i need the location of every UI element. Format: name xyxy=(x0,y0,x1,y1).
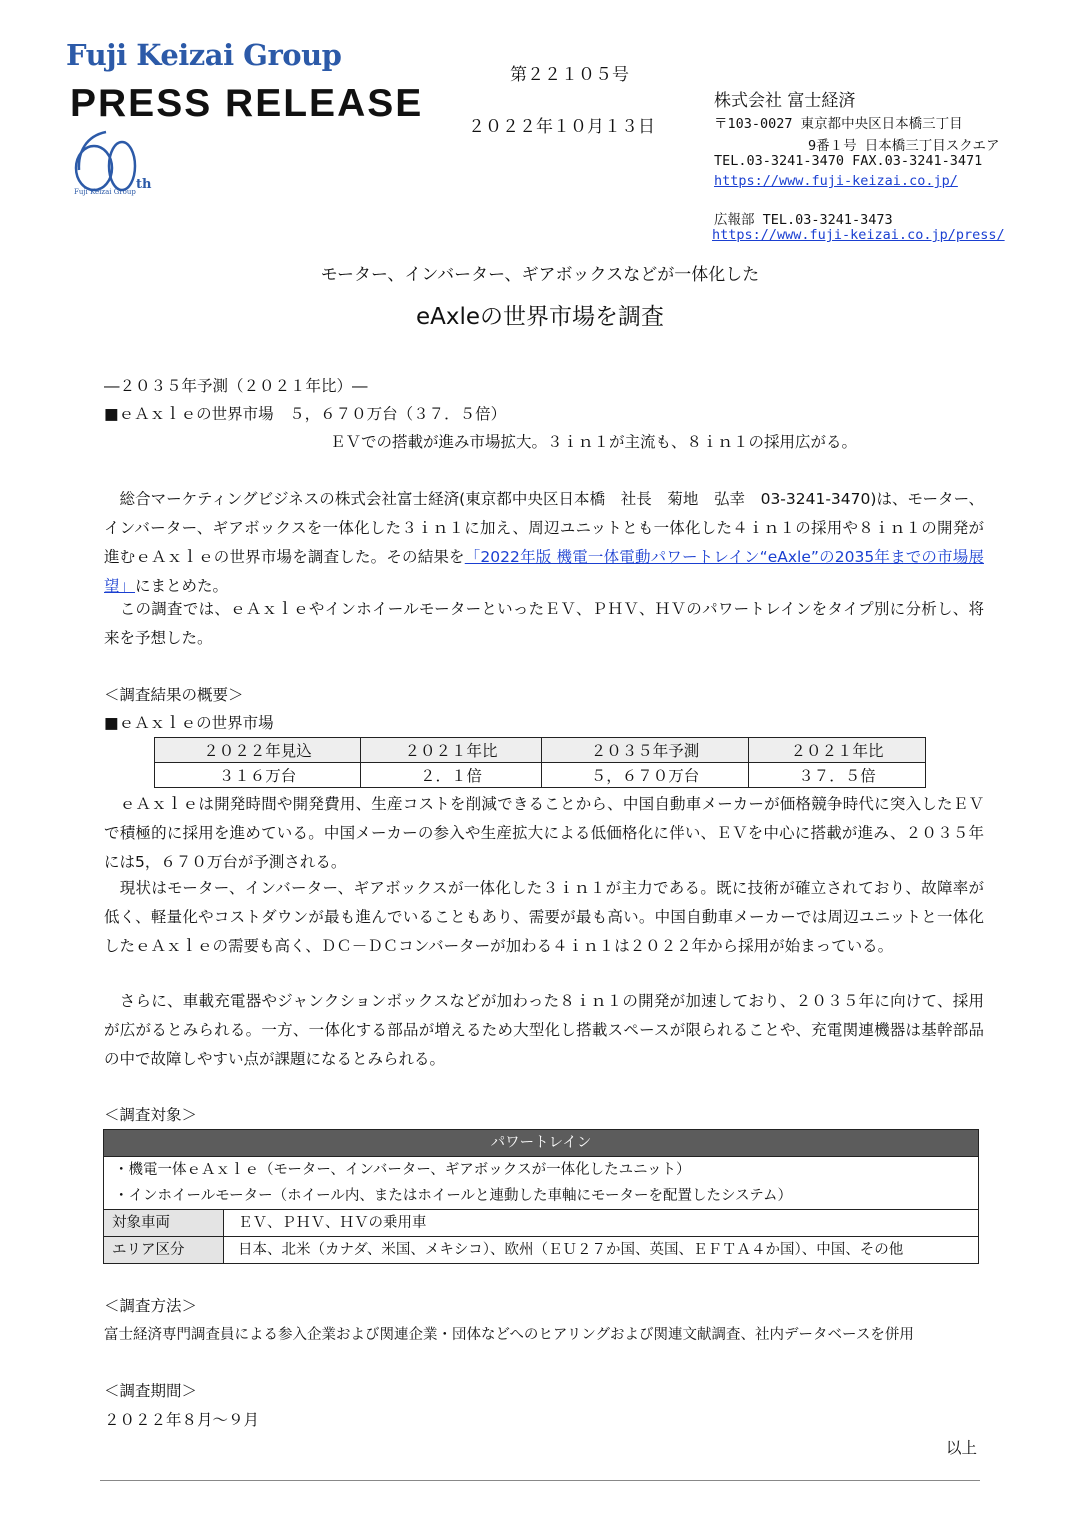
company-address-2: 9番１号 日本橋三丁目スクエア xyxy=(808,138,1000,154)
area-value: 日本、北米（カナダ、米国、メキシコ）、欧州（ＥＵ２７か国、英国、ＥＦＴＡ４か国）、中国、その他 xyxy=(238,1242,904,1258)
market-table xyxy=(154,737,926,788)
method-text: 富士経済専門調査員による参入企業および関連企業・団体などへのヒアリングおよび関連文献調査、社内データベースを併用 xyxy=(104,1327,914,1343)
market-table-value-row xyxy=(155,763,926,788)
intro-paragraph xyxy=(104,485,984,601)
logo-suffix: th xyxy=(136,177,152,192)
market-heading: ■ｅＡｘｌｅの世界市場 xyxy=(104,714,274,732)
company-address-1: 〒103-0027 東京都中央区日本橋三丁目 xyxy=(714,116,963,132)
scope-table-header: パワートレイン xyxy=(104,1130,978,1157)
summary-paragraph-3: さらに、車載充電器やジャンクションボックスなどが加わった８ｉｎ１の開発が加速しており、２０３５年に向けて、採用が広がるとみられる。一方、一体化する部品が増えるため大型化し搭載スペースが限られることや、充電関連機器は基幹部品の中で故障しやすい点が課題になるとみられる。 xyxy=(104,992,984,1068)
forecast-label: ―２０３５年予測（２０２１年比）― xyxy=(104,377,368,395)
table-header-cell: ２０２１年比 xyxy=(361,738,542,763)
scope-heading: ＜調査対象＞ xyxy=(104,1106,198,1124)
scope-row-vehicle xyxy=(104,1209,978,1236)
table-header-cell: ２０２２年見込 xyxy=(155,738,361,763)
page-title: eAxleの世界市場を調査 xyxy=(415,304,665,330)
table-header-cell: ２０３５年予測 xyxy=(542,738,749,763)
summary-paragraph-1: ｅＡｘｌｅは開発時間や開発費用、生産コストを削減できることから、中国自動車メーカーが価格競争時代に突入したＥＶで積極的に採用を進めている。中国メーカーの参入や生産拡大による低価格化に伴い、ＥＶを中心に搭載が進み、２０３５年には5，６７０万台が予測される。 xyxy=(104,795,984,871)
period-heading: ＜調査期間＞ xyxy=(104,1382,198,1400)
closing-text: 以上 xyxy=(946,1439,978,1457)
summary-heading: ＜調査結果の概要＞ xyxy=(104,686,244,704)
intro-text-end: にまとめた。 xyxy=(135,577,229,595)
table-cell: ２．１倍 xyxy=(361,763,542,788)
period-text: ２０２２年８月～９月 xyxy=(104,1411,260,1429)
area-label: エリア区分 xyxy=(104,1237,224,1263)
scope-table xyxy=(103,1129,979,1264)
scope-item: ・インホイールモーター（ホイール内、またはホイールと連動した車軸にモーターを配置したシステム） xyxy=(114,1188,793,1204)
highlight-line-2: ＥＶでの搭載が進み市場拡大。３ｉｎ１が主流も、８ｉｎ１の採用広がる。 xyxy=(330,433,858,451)
release-number: 第２２１０５号 xyxy=(510,65,629,85)
company-tel-fax: TEL.03-3241-3470 FAX.03-3241-3471 xyxy=(714,153,983,169)
method-heading: ＜調査方法＞ xyxy=(104,1297,198,1315)
vehicle-value: ＥＶ、ＰＨＶ、ＨＶの乗用車 xyxy=(238,1215,427,1231)
table-cell: ３７．５倍 xyxy=(749,763,926,788)
table-cell: ５，６７０万台 xyxy=(542,763,749,788)
summary-paragraph-2: 現状はモーター、インバーター、ギアボックスが一体化した３ｉｎ１が主力である。既に技術が確立されており、故障率が低く、軽量化やコストダウンが最も進んでいることもあり、需要が最も高い。中国自動車メーカーでは周辺ユニットと一体化したｅＡｘｌｅの需要も高く、ＤＣ－ＤＣコンバーターが加わる４ｉｎ１は２０２２年から採用が始まっている。 xyxy=(104,879,984,955)
bottom-divider xyxy=(100,1480,980,1481)
market-table-header-row xyxy=(155,738,926,763)
table-header-cell: ２０２１年比 xyxy=(749,738,926,763)
vehicle-label: 対象車両 xyxy=(104,1210,224,1236)
intro-text: 総合マーケティングビジネスの株式会社富士経済(東京都中央区日本橋 社長 菊地 弘幸 03-3241-3470)は、モーター、インバーター、ギアボックスを一体化した３ｉｎ１に加え、周辺ユニットとも一体化した４ｉｎ１の採用や８ｉｎ１の開発が進むｅＡｘｌｅの世界市場を調査した。その結果を xyxy=(104,490,984,566)
logo-caption: Fuji Keizai Group xyxy=(74,188,136,196)
intro-paragraph-2: この調査では、ｅＡｘｌｅやインホイールモーターといったＥＶ、ＰＨＶ、ＨＶのパワートレインをタイプ別に分析し、将来を予想した。 xyxy=(104,600,984,647)
brand-name: Fuji Keizai Group xyxy=(66,38,342,72)
scope-row-area xyxy=(104,1236,978,1263)
pr-contact: 広報部 TEL.03-3241-3473 xyxy=(714,212,893,228)
release-date: ２０２２年１０月１３日 xyxy=(468,117,655,137)
company-url-link[interactable]: https://www.fuji-keizai.co.jp/ xyxy=(714,173,958,189)
highlight-line-1: ■ｅＡｘｌｅの世界市場 ５，６７０万台（３７．５倍） xyxy=(104,405,507,423)
subtitle: モーター、インバーター、ギアボックスなどが一体化した xyxy=(320,265,760,285)
scope-item: ・機電一体ｅＡｘｌｅ（モーター、インバーター、ギアボックスが一体化したユニット） xyxy=(114,1162,691,1178)
press-release-heading: PRESS RELEASE xyxy=(70,82,424,125)
report-title-link[interactable]: 「2022年版 機電一体電動パワートレイン“eAxle”の2035年までの市場展望」 xyxy=(104,548,984,595)
table-cell: ３１６万台 xyxy=(155,763,361,788)
company-name: 株式会社 富士経済 xyxy=(714,91,856,111)
press-url-link[interactable]: https://www.fuji-keizai.co.jp/press/ xyxy=(712,227,1005,243)
